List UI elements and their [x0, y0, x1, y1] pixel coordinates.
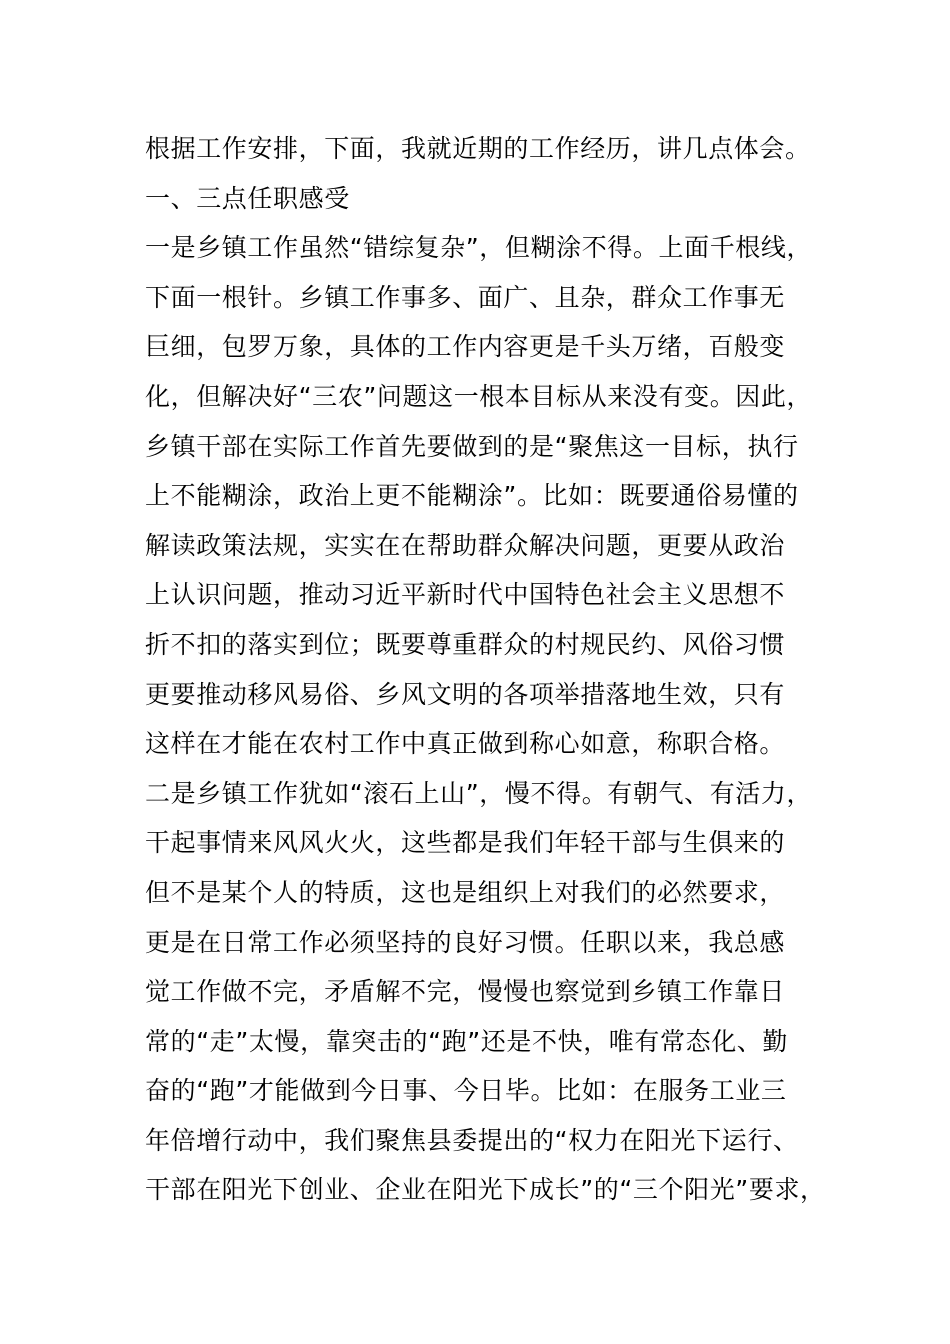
paragraph-1-line: 化，但解决好“三农”问题这一根本目标从来没有变。因此，: [145, 381, 813, 411]
paragraph-2-line: 干部在阳光下创业、企业在阳光下成长”的“三个阳光”要求，: [145, 1175, 826, 1205]
paragraph-1-line: 乡镇干部在实际工作首先要做到的是“聚焦这一目标，执行: [145, 431, 799, 461]
paragraph-1-line: 上不能糊涂，政治上更不能糊涂”。比如：既要通俗易懂的: [145, 481, 799, 511]
paragraph-2-line: 奋的“跑”才能做到今日事、今日毕。比如：在服务工业三: [145, 1076, 787, 1106]
paragraph-2-line: 常的“走”太慢，靠突击的“跑”还是不快，唯有常态化、勤: [145, 1026, 789, 1056]
intro-line: 根据工作安排，下面，我就近期的工作经历，讲几点体会。: [145, 134, 811, 163]
paragraph-2-line: 觉工作做不完，矛盾解不完，慢慢也察觉到乡镇工作靠日: [145, 977, 786, 1007]
paragraph-1-line: 下面一根针。乡镇工作事多、面广、且杂，群众工作事无: [145, 282, 786, 312]
paragraph-1-line: 上认识问题，推动习近平新时代中国特色社会主义思想不: [145, 580, 786, 610]
paragraph-2-line: 干起事情来风风火火，这些都是我们年轻干部与生俱来的: [145, 828, 786, 858]
paragraph-2-line: 但不是某个人的特质，这也是组织上对我们的必然要求，: [145, 877, 786, 907]
paragraph-2-line: 二是乡镇工作犹如“滚石上山”，慢不得。有朝气、有活力，: [145, 778, 813, 808]
paragraph-2-line: 更是在日常工作必须坚持的良好习惯。任职以来，我总感: [145, 927, 786, 957]
paragraph-1-line: 这样在才能在农村工作中真正做到称心如意，称职合格。: [145, 729, 786, 759]
paragraph-2-line: 年倍增行动中，我们聚焦县委提出的“权力在阳光下运行、: [145, 1125, 799, 1155]
section-heading: 一、三点任职感受: [145, 183, 350, 213]
paragraph-1-line: 一是乡镇工作虽然“错综复杂”，但糊涂不得。上面千根线，: [145, 233, 813, 263]
paragraph-1-line: 折不扣的落实到位；既要尊重群众的村规民约、风俗习惯: [145, 629, 786, 659]
paragraph-1-line: 巨细，包罗万象，具体的工作内容更是千头万绪，百般变: [145, 332, 786, 362]
document-body: [145, 124, 845, 1215]
paragraph-1-line: 更要推动移风易俗、乡风文明的各项举措落地生效，只有: [145, 679, 786, 709]
paragraph-1-line: 解读政策法规，实实在在帮助群众解决问题，更要从政治: [145, 530, 786, 560]
